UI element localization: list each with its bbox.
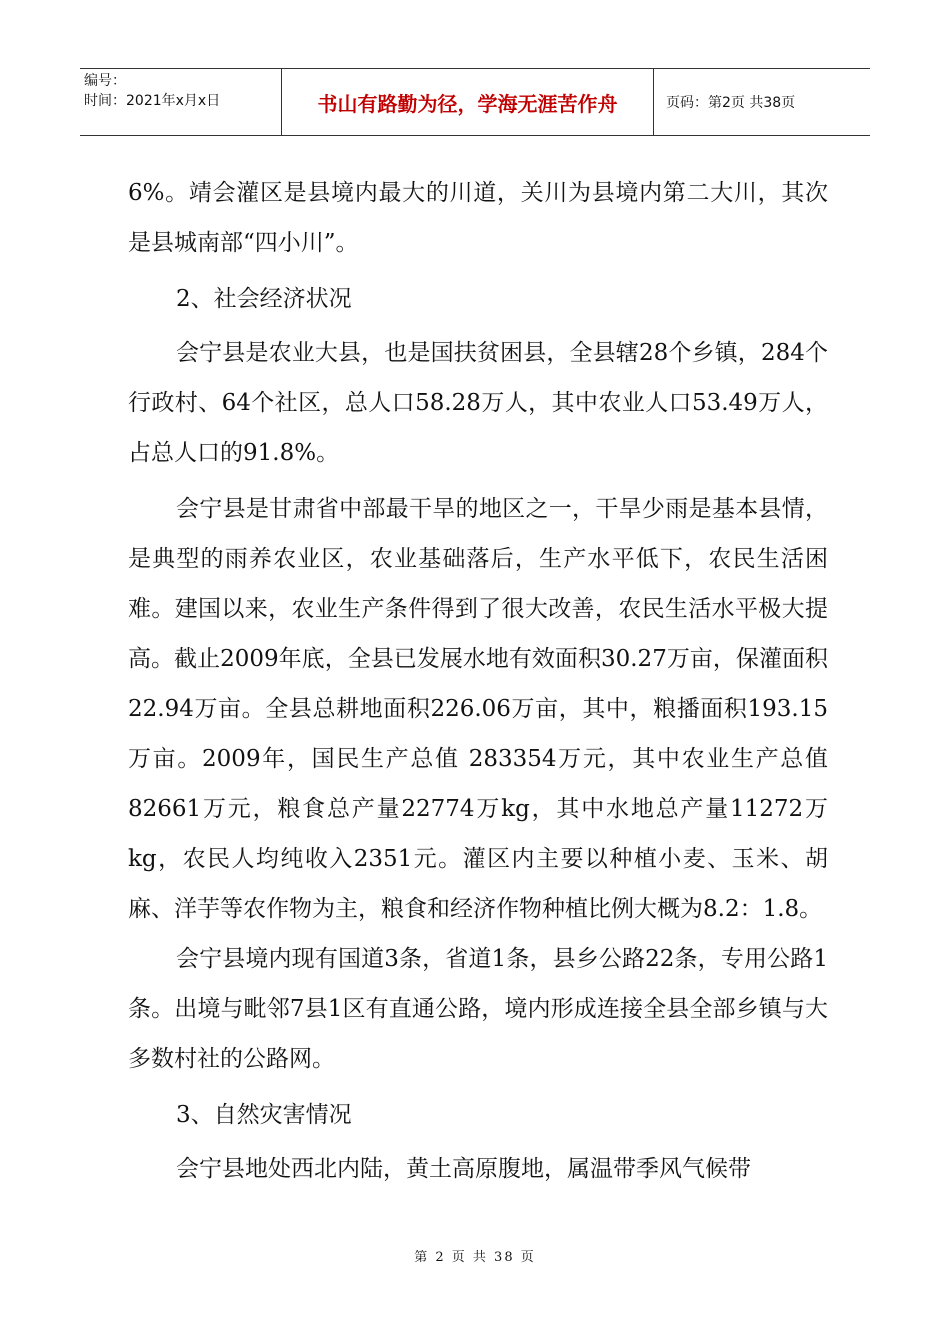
paragraph-continuation: 6%。靖会灌区是县境内最大的川道，关川为县境内第二大川，其次是县城南部“四小川”。 [128,180,828,256]
section-heading-socioeconomic: 2、社会经济状况 [176,286,352,312]
document-body [128,168,828,1194]
page-header [80,68,870,136]
document-date: 时间：2021年x月x日 [84,93,221,109]
header-page-info: 页码：第2页 共38页 [666,95,796,111]
section-heading-disasters: 3、自然灾害情况 [176,1102,352,1128]
paragraph-population: 会宁县是农业大县，也是国扶贫困县，全县辖28个乡镇，284个行政村、64个社区，总人口58.28万人，其中农业人口53.49万人，占总人口的91.8%。 [128,340,828,466]
document-number-label: 编号： [84,73,126,89]
paragraph-climate: 会宁县地处西北内陆，黄土高原腹地，属温带季风气候带 [176,1156,751,1182]
header-motto: 书山有路勤为径，学海无涯苦作舟 [282,69,654,135]
paragraph-agriculture: 会宁县是甘肃省中部最干旱的地区之一，干旱少雨是基本县情，是典型的雨养农业区，农业基础落后，生产水平低下，农民生活困难。建国以来，农业生产条件得到了很大改善，农民生活水平极大提高。截止2009年底，全县已发展水地有效面积30.27万亩，保灌面积22.94万亩。全县总耕地面积226.06万亩，其中，粮播面积193.15万亩。2009年，国民生产总值 283354万元，其中农业生产总值82661万元，粮食总产量22774万kg，其中水地总产量11272万kg，农民人均纯收入2351元。灌区内主要以种植小麦、玉米、胡麻、洋芋等农作物为主，粮食和经济作物种植比例大概为8.2：1.8。 [128,496,828,922]
paragraph-roads: 会宁县境内现有国道3条，省道1条，县乡公路22条，专用公路1条。出境与毗邻7县1区有直通公路，境内形成连接全县全部乡镇与大多数村社的公路网。 [128,946,828,1072]
page-footer: 第 2 页 共 38 页 [414,1250,536,1265]
header-meta [80,69,282,135]
